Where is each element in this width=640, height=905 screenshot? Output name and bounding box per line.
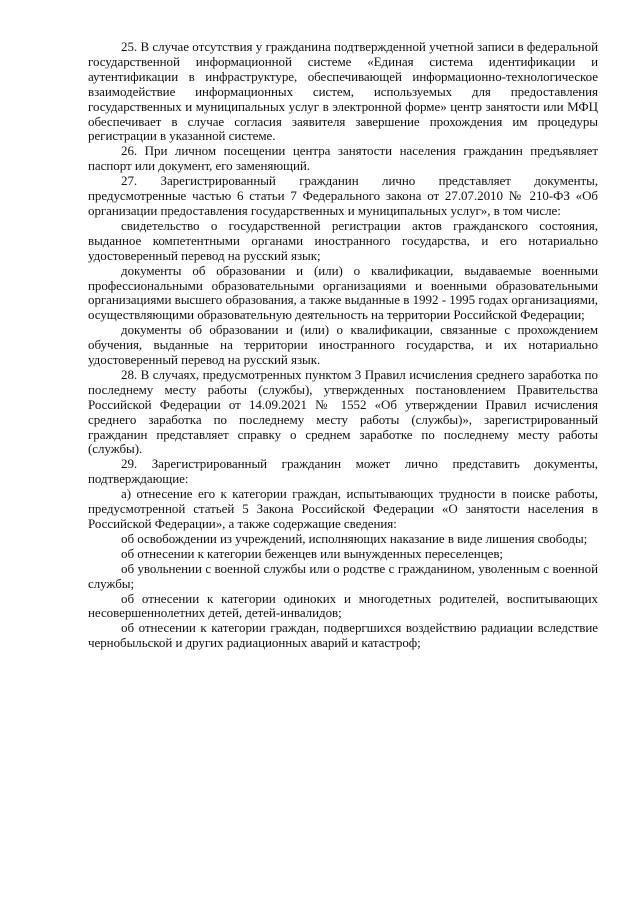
paragraph-26: 26. При личном посещении центра занятости населения гражданин предъявляет паспорт или документ, его заменяющий. [88,143,598,174]
paragraph-29-a-radiation: об отнесении к категории граждан, подвергшихся воздействию радиации вследствие чернобыльской и других радиационных аварий и катастроф; [88,620,598,651]
paragraph-29-a-refugees: об отнесении к категории беженцев или вынужденных переселенцев; [121,545,503,561]
paragraph-29-a: а) отнесение его к категории граждан, испытывающих трудности в поиске работы, предусмотренной статьей 5 Закона Российской Федерации «О занятости населения в Российской Федерации», а также содержащие сведения: [88,486,598,531]
document-body [88,40,598,651]
paragraph-29-a-release: об освобождении из учреждений, исполняющих наказание в виде лишения свободы; [121,530,588,546]
paragraph-29: 29. Зарегистрированный гражданин может лично представить документы, подтверждающие: [88,456,598,487]
paragraph-29-a-military: об увольнении с военной службы или о родстве с гражданином, уволенным с военной службы; [88,560,598,591]
paragraph-27-military-education: документы об образовании и (или) о квалификации, выдаваемые военными профессиональными образовательными организациями и военными образовательными организациями высшего образования, а также выданные в 1992 - 1995 годах организациями, осуществляющими образовательную деятельность на территории Российской Федерации; [88,262,598,323]
paragraph-27: 27. Зарегистрированный гражданин лично представляет документы, предусмотренные частью 6 статьи 7 Федерального закона от 27.07.2010 № 210-ФЗ «Об организации предоставления государственных и муниципальных услуг», в том числе: [88,173,598,218]
paragraph-29-a-parents: об отнесении к категории одиноких и многодетных родителей, воспитывающих несовершеннолетних детей, детей-инвалидов; [88,590,598,621]
paragraph-27-foreign-education: документы об образовании и (или) о квалификации, связанные с прохождением обучения, выданные на территории иностранного государства, и их нотариально удостоверенный перевод на русский язык. [88,322,598,368]
paragraph-28: 28. В случаях, предусмотренных пунктом 3 Правил исчисления среднего заработка по последнему месту работы (службы), утвержденных постановлением Правительства Российской Федерации от 14.09.2021 № 1552 «Об утверждении Правил исчисления среднего заработка по последнему месту работы (службы)», зарегистрированный гражданин представляет справку о среднем заработке по последнему месту работы (службы). [88,366,598,457]
paragraph-25: 25. В случае отсутствия у гражданина подтвержденной учетной записи в федеральной государственной информационной системе «Единая система идентификации и аутентификации в инфраструктуре, обеспечивающей информационно-технологическое взаимодействие информационных систем, используемых для предоставления государственных и муниципальных услуг в электронной форме» центр занятости или МФЦ обеспечивает в случае согласия заявителя завершение прохождения им процедуры регистрации в указанной системе. [88,39,598,144]
paragraph-27-civil-registration: свидетельство о государственной регистрации актов гражданского состояния, выданное компетентными органами иностранного государства, и его нотариально удостоверенный перевод на русский язык; [88,217,598,263]
